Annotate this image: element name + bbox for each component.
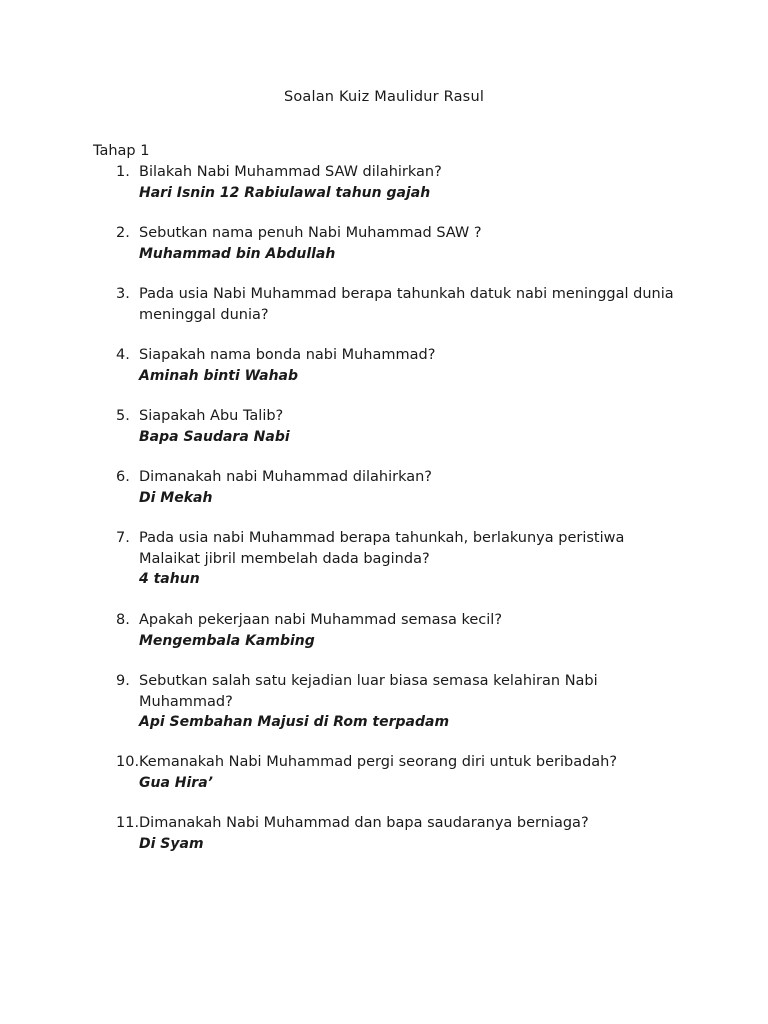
question-number: 11. — [116, 815, 140, 831]
question-number: 6. — [116, 469, 130, 485]
question-body — [139, 345, 684, 386]
question-body — [139, 752, 684, 793]
question-number: 9. — [116, 673, 130, 689]
question-number: 7. — [116, 530, 130, 546]
question-text: Apakah pekerjaan nabi Muhammad semasa kecil? — [139, 612, 503, 628]
question-number: 8. — [116, 612, 130, 628]
answer-text: Di Syam — [139, 835, 204, 852]
question-number: 4. — [116, 347, 130, 363]
question-body — [139, 284, 684, 325]
question-text: Sebutkan nama penuh Nabi Muhammad SAW ? — [139, 225, 482, 241]
question-number: 2. — [116, 225, 130, 241]
question-number: 1. — [116, 164, 130, 180]
answer-text: Muhammad bin Abdullah — [139, 245, 336, 262]
question-text: Dimanakah nabi Muhammad dilahirkan? — [139, 469, 432, 485]
question-body — [139, 162, 684, 203]
answer-text: Mengembala Kambing — [139, 632, 315, 649]
answer-text: Hari Isnin 12 Rabiulawal tahun gajah — [139, 184, 431, 201]
question-text: Pada usia nabi Muhammad berapa tahunkah, berlakunya peristiwa Malaikat jibril membelah dada baginda? — [139, 530, 625, 567]
answer-text: 4 tahun — [139, 571, 200, 587]
question-body — [139, 610, 684, 651]
question-text: Pada usia Nabi Muhammad berapa tahunkah datuk nabi meninggal dunia meninggal dunia? — [139, 286, 674, 323]
answer-text: Gua Hira’ — [139, 774, 213, 791]
question-text: Dimanakah Nabi Muhammad dan bapa saudaranya berniaga? — [139, 815, 589, 831]
page-title: Soalan Kuiz Maulidur Rasul — [283, 89, 485, 105]
question-body — [139, 528, 684, 590]
question-number: 5. — [116, 408, 130, 424]
question-number: 3. — [116, 286, 130, 302]
question-text: Sebutkan salah satu kejadian luar biasa semasa kelahiran Nabi Muhammad? — [139, 673, 598, 710]
answer-text: Api Sembahan Majusi di Rom terpadam — [139, 714, 450, 730]
question-body — [139, 223, 684, 264]
question-body — [139, 406, 684, 447]
section-heading: Tahap 1 — [93, 143, 150, 159]
answer-text: Di Mekah — [139, 489, 213, 506]
question-body — [139, 813, 684, 854]
question-text: Bilakah Nabi Muhammad SAW dilahirkan? — [139, 164, 442, 180]
question-body — [139, 467, 684, 508]
answer-text: Aminah binti Wahab — [139, 367, 299, 384]
question-text: Siapakah Abu Talib? — [139, 408, 284, 424]
question-text: Kemanakah Nabi Muhammad pergi seorang diri untuk beribadah? — [139, 754, 618, 770]
question-number: 10. — [116, 754, 140, 770]
question-text: Siapakah nama bonda nabi Muhammad? — [139, 347, 436, 363]
answer-text: Bapa Saudara Nabi — [139, 428, 290, 445]
question-body — [139, 671, 684, 733]
